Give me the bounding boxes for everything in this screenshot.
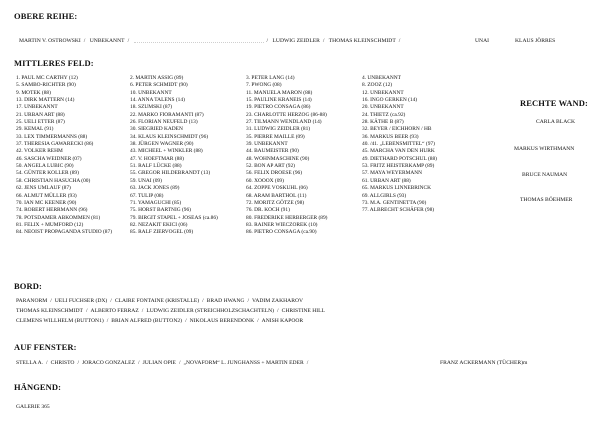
- haengend-item: GALERIE 365: [16, 404, 50, 410]
- separator: /: [185, 318, 187, 324]
- artwork-entry: 78. POTSDAMER ABKOMMEN (81): [16, 214, 101, 221]
- bord-line-3: [16, 318, 303, 324]
- separator: /: [277, 308, 279, 314]
- artwork-entry: 21. URBAN ART (88): [16, 111, 65, 118]
- artwork-entry: 80. FREDERIKE HERBERGER (89): [246, 214, 328, 221]
- artwork-entry: 51. RALF LÜCKE (88): [130, 163, 182, 170]
- artwork-entry: 82. NEZAKIT EKICI (06): [130, 221, 188, 228]
- list-item: JULIAN OPIE: [142, 360, 176, 366]
- artwork-entry: 73. M.A. GENTINETTA (90): [362, 199, 427, 206]
- separator: /: [306, 360, 309, 366]
- artwork-entry: 36. MARKUS BEER (93): [362, 133, 419, 140]
- artwork-entry: 35. PIERRE MAILLE (09): [246, 133, 305, 140]
- artwork-entry: 22. MARKO FIORAMANTI (87): [130, 111, 204, 118]
- artwork-entry: 2. MARTIN ASSIG (89): [130, 75, 184, 81]
- artwork-entry: 17. UNBEKANNT: [16, 104, 58, 111]
- separator: /: [178, 360, 181, 366]
- list-item: JORACO GONZALEZ: [82, 360, 135, 366]
- mittleres-column-3: [246, 75, 327, 237]
- list-item: THOMAS KLEINSCHMIDT: [16, 308, 83, 314]
- artwork-entry: 61. URBAN ART (88): [362, 177, 411, 184]
- separator: /: [85, 308, 88, 314]
- artwork-entry: 74. ROBERT HERRMANN (96): [16, 207, 88, 214]
- rechte-wand-item: MARKUS WIRTHMANN: [514, 146, 575, 152]
- artwork-entry: 9. MOTEK (88): [16, 89, 51, 96]
- artwork-entry: 13. DIRK MATTERN (14): [16, 97, 75, 104]
- list-item: UELI FUCHSER (DX): [54, 298, 108, 304]
- artwork-entry: 86. PIETRO CONSAGA (ca.90): [246, 229, 317, 236]
- fenster-list: [16, 360, 311, 366]
- artwork-entry: 56. FELIX DROESE (96): [246, 170, 302, 177]
- mittleres-column-2: [130, 75, 218, 237]
- obere-reihe-list: MARTIN V. OSTROWSKI / UNBEKANNT / / LUDWIG ZEIDLER / THOMAS KLEINSCHMIDT /: [19, 38, 401, 44]
- obere-item: UNBEKANNT: [89, 38, 125, 44]
- artwork-entry: 26. FLORIAN NEUFELD (13): [130, 119, 198, 126]
- artwork-entry: 31. LUDWIG ZEIDLER (81): [246, 126, 311, 133]
- artwork-entry: 33. LEX TIMMERMANNS (88): [16, 133, 88, 140]
- artwork-entry: 47. V. HOEFTMAR (88): [130, 155, 184, 162]
- artwork-entry: 69. ALLGIRLS (93): [362, 192, 407, 199]
- separator: /: [141, 308, 144, 314]
- bord-line-1: [16, 298, 303, 304]
- artwork-entry: 66. ALMUT MÜLLER (93): [16, 192, 77, 199]
- separator: /: [46, 360, 48, 366]
- list-item: ALBERTO FERRAZ: [90, 308, 139, 314]
- section-heading-rechte-wand: RECHTE WAND:: [520, 98, 588, 108]
- artwork-entry: 20. UNBEKANNT: [362, 104, 404, 111]
- artwork-entry: 85. RALF ZIERVOGEL (09): [130, 229, 194, 236]
- artwork-entry: 58. CHRISTIAN HASUCHA (00): [16, 177, 91, 184]
- artwork-entry: 28. KÄTHE B (87): [362, 119, 404, 126]
- section-heading-haengend: HÄNGEND:: [14, 382, 62, 392]
- obere-item: KLAUS JÖRRES: [515, 38, 556, 44]
- artwork-entry: 64. ZOPPE VOSKUHL (06): [246, 185, 308, 192]
- artwork-entry: 15. PAULINE KRANEIS (14): [246, 97, 312, 104]
- artwork-entry: 32. BEYER / EICHHORN / HB: [362, 126, 432, 133]
- list-item: CLEMENS WILLHELM (BUTTON1): [16, 318, 104, 324]
- mittleres-column-1: [16, 75, 112, 237]
- artwork-entry: 11. MANUELA MARON (88): [246, 89, 313, 96]
- obere-item: LUDWIG ZEIDLER: [272, 38, 320, 44]
- artwork-entry: 45. MARCHA VAN DEN HURK: [362, 148, 435, 155]
- artwork-entry: 14. ANNA TALENS (14): [130, 97, 185, 104]
- artwork-entry: 81. FELIX + MUMFORD (12): [16, 221, 84, 228]
- artwork-entry: 53. FRITZ HEISTERKAMP (89): [362, 163, 435, 170]
- mittleres-column-4: [362, 75, 437, 215]
- separator: /: [50, 298, 52, 304]
- list-item: CHRISTINE HILL: [281, 308, 325, 314]
- bord-line-2: [16, 308, 325, 314]
- obere-item: THOMAS KLEINSCHMIDT: [328, 38, 396, 44]
- list-item: ANISH KAPOOR: [261, 318, 304, 324]
- artwork-entry: 18. SZUMSKI (87): [130, 104, 173, 111]
- artwork-entry: 42. VOLKER REHM: [16, 148, 63, 155]
- list-item: STELLA A.: [16, 360, 44, 366]
- obere-item: MARTIN V. OSTROWSKI: [19, 38, 81, 44]
- artwork-entry: 49. DIETHARD POTSCHUL (88): [362, 155, 437, 162]
- artwork-entry: 71. YAMAGUCHI (85): [130, 199, 182, 206]
- artwork-entry: 34. KLAUS KLEINSCHMIDT (96): [130, 133, 209, 140]
- artwork-entry: 27. TILMANN WENDLAND (14): [246, 119, 322, 126]
- artwork-entry: 8. ZOOZ (12): [362, 82, 393, 89]
- artwork-entry: 19. PIETRO CONSAGA (86): [246, 104, 311, 111]
- section-heading-obere-reihe: OBERE REIHE:: [14, 11, 78, 21]
- artwork-entry: 5. SAMBO-RICHTER (90): [16, 82, 76, 89]
- artwork-entry: 29. KEMAL (91): [16, 126, 54, 133]
- list-item: LUDWIG ZEIDLER (STREICHHOLZSCHACHTELN): [146, 308, 275, 314]
- list-item: BRIAN ALFRED (BUTTON2): [111, 318, 183, 324]
- artwork-entry: 25. UELI ETTER (87): [16, 119, 65, 126]
- rechte-wand-item: BRUCE NAUMAN: [522, 172, 568, 178]
- artwork-entry: 57. MAYA WEYERMANN: [362, 170, 423, 177]
- artwork-entry: 84. NEOIST PROPAGANDA STUDIO (87): [16, 229, 112, 236]
- separator: /: [110, 298, 112, 304]
- section-heading-bord: BORD:: [14, 281, 42, 291]
- rechte-wand-item: THOMAS BÖEHMER: [520, 197, 573, 203]
- artwork-entry: 1. PAUL MC CARTHY (12): [16, 75, 78, 81]
- artwork-entry: 70. IAN MC KEENER (90): [16, 199, 77, 206]
- artwork-entry: 3. PETER LANG (14): [246, 75, 295, 81]
- artwork-entry: 54. GÜNTER KOLLER (89): [16, 170, 79, 177]
- artwork-entry: 72. MORITZ GÖTZE (98): [246, 199, 305, 206]
- artwork-entry: 46. SASCHA WEIDNER (07): [16, 155, 82, 162]
- artwork-entry: 76. DR. KOCH (91): [246, 207, 290, 214]
- fenster-item-last: FRANZ ACKERMANN (TÜCHER)m: [440, 360, 528, 366]
- list-item: CHRISTO: [50, 360, 75, 366]
- artwork-entry: 59. UNAI (09): [130, 177, 162, 184]
- list-item: VADIM ZAKHAROV: [252, 298, 304, 304]
- artwork-entry: 39. UNBEKANNT: [246, 141, 288, 148]
- list-item: NIKOLAUS BERENDONK: [189, 318, 255, 324]
- list-item: CLAIRE FONTAINE (KRISTALLE): [114, 298, 200, 304]
- artwork-entry: 44. BAUMEISTER (90): [246, 148, 299, 155]
- artwork-entry: 38. JÜRGEN WAGNER (90): [130, 141, 194, 148]
- artwork-entry: 50. ANGELA LUBIC (90): [16, 163, 74, 170]
- artwork-entry: 24. THIETZ (ca.92): [362, 111, 406, 118]
- rechte-wand-item: CARLA BLACK: [536, 119, 576, 125]
- separator: /: [202, 298, 204, 304]
- list-item: PARANORM: [16, 298, 48, 304]
- obere-item: UNAI: [475, 38, 489, 44]
- artwork-entry: 30. SIEGRIED KADEN: [130, 126, 183, 133]
- separator: /: [77, 360, 80, 366]
- artwork-entry: 63. JACK JONES (89): [130, 185, 180, 192]
- artwork-entry: 6. PETER SCHMIDT (90): [130, 82, 188, 89]
- artwork-entry: 23. CHARLOTTE HERZOG (86-88): [246, 111, 327, 118]
- separator: /: [257, 318, 259, 324]
- artwork-entry: 7. PWONG (08): [246, 82, 282, 89]
- list-item: BRAD HWANG: [206, 298, 245, 304]
- separator: /: [138, 360, 140, 366]
- artwork-entry: 79. BIRGIT STAPEL + JOSEAS (ca.86): [130, 214, 218, 221]
- artwork-entry: 12. UNBEKANNT: [362, 89, 404, 96]
- artwork-entry: 55. GREGOR HILDEBRANDT (13): [130, 170, 211, 177]
- artwork-entry: 68. ARAM BARTHOL (11): [246, 192, 307, 199]
- artwork-entry: 60. XOOOX (09): [246, 177, 284, 184]
- section-heading-auf-fenster: AUF FENSTER:: [14, 342, 77, 352]
- section-heading-mittleres-feld: MITTLERES FELD:: [14, 58, 94, 68]
- redacted-blank: [134, 38, 264, 43]
- artwork-entry: 40. /41. „LEBENSMITTEL“ (97): [362, 141, 435, 148]
- artwork-entry: 65. MARKUS LINNEBRINCK: [362, 185, 432, 192]
- artwork-entry: 77. ALBRECHT SCHÄFER (98): [362, 207, 435, 214]
- artwork-entry: 67. TULIP (08): [130, 192, 164, 199]
- artwork-entry: 62. JENS UMLAUF (87): [16, 185, 71, 192]
- artwork-entry: 83. RAINER WIECZOREK (10): [246, 221, 318, 228]
- artwork-entry: 16. INGO GERKEN (14): [362, 97, 418, 104]
- artwork-entry: 75. HORST BARTNIG (96): [130, 207, 191, 214]
- list-item: „NOVAFORM“ L. JUNGHANSS + MARTIN EDER: [183, 360, 304, 366]
- artwork-entry: 10. UNBEKANNT: [130, 89, 172, 96]
- artwork-entry: 52. BON AP ART (92): [246, 163, 295, 170]
- artwork-entry: 48. WOHNMASCHINE (90): [246, 155, 310, 162]
- artwork-entry: 37. THERESIA GAWARECKI (86): [16, 141, 94, 148]
- separator: /: [247, 298, 249, 304]
- artwork-entry: 4. UNBEKANNT: [362, 75, 401, 81]
- separator: /: [106, 318, 109, 324]
- artwork-entry: 43. MICHEEL + WINKLER (88): [130, 148, 203, 155]
